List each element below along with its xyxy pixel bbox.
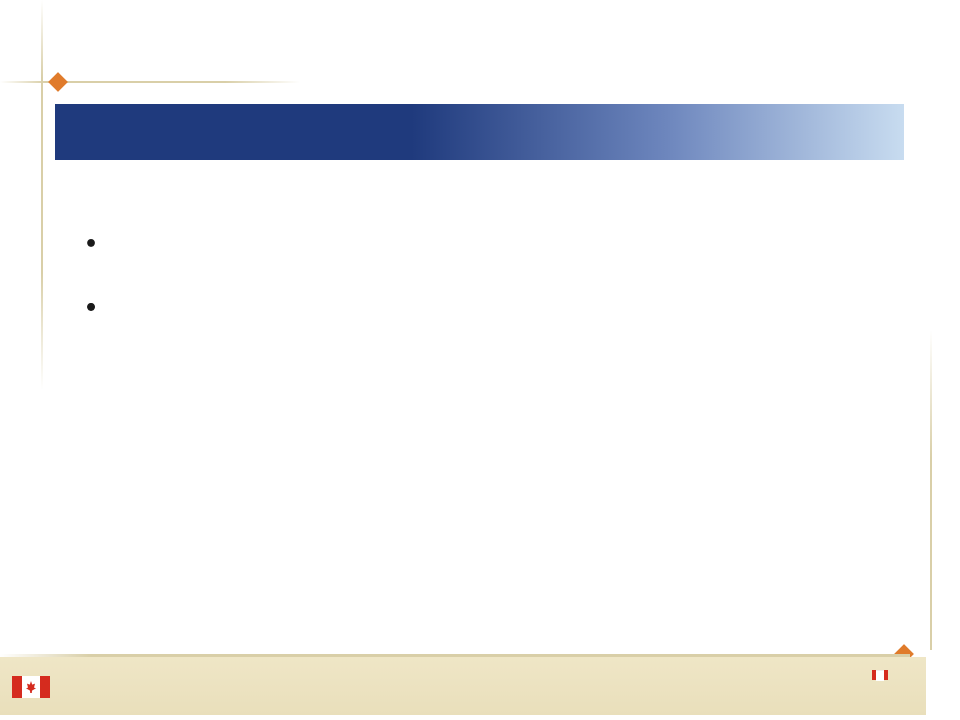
- footer-rule: [0, 654, 910, 657]
- wordmark-flag-icon: [872, 670, 888, 680]
- left-decorative-line: [41, 0, 43, 390]
- footer-bar: [0, 657, 926, 715]
- title-banner: [55, 104, 904, 160]
- right-decorative-line: [930, 330, 932, 650]
- bullet-list: [82, 230, 862, 294]
- top-left-diamond-icon: [48, 72, 68, 92]
- top-decorative-line: [0, 81, 300, 83]
- canada-flag-icon: [12, 676, 50, 698]
